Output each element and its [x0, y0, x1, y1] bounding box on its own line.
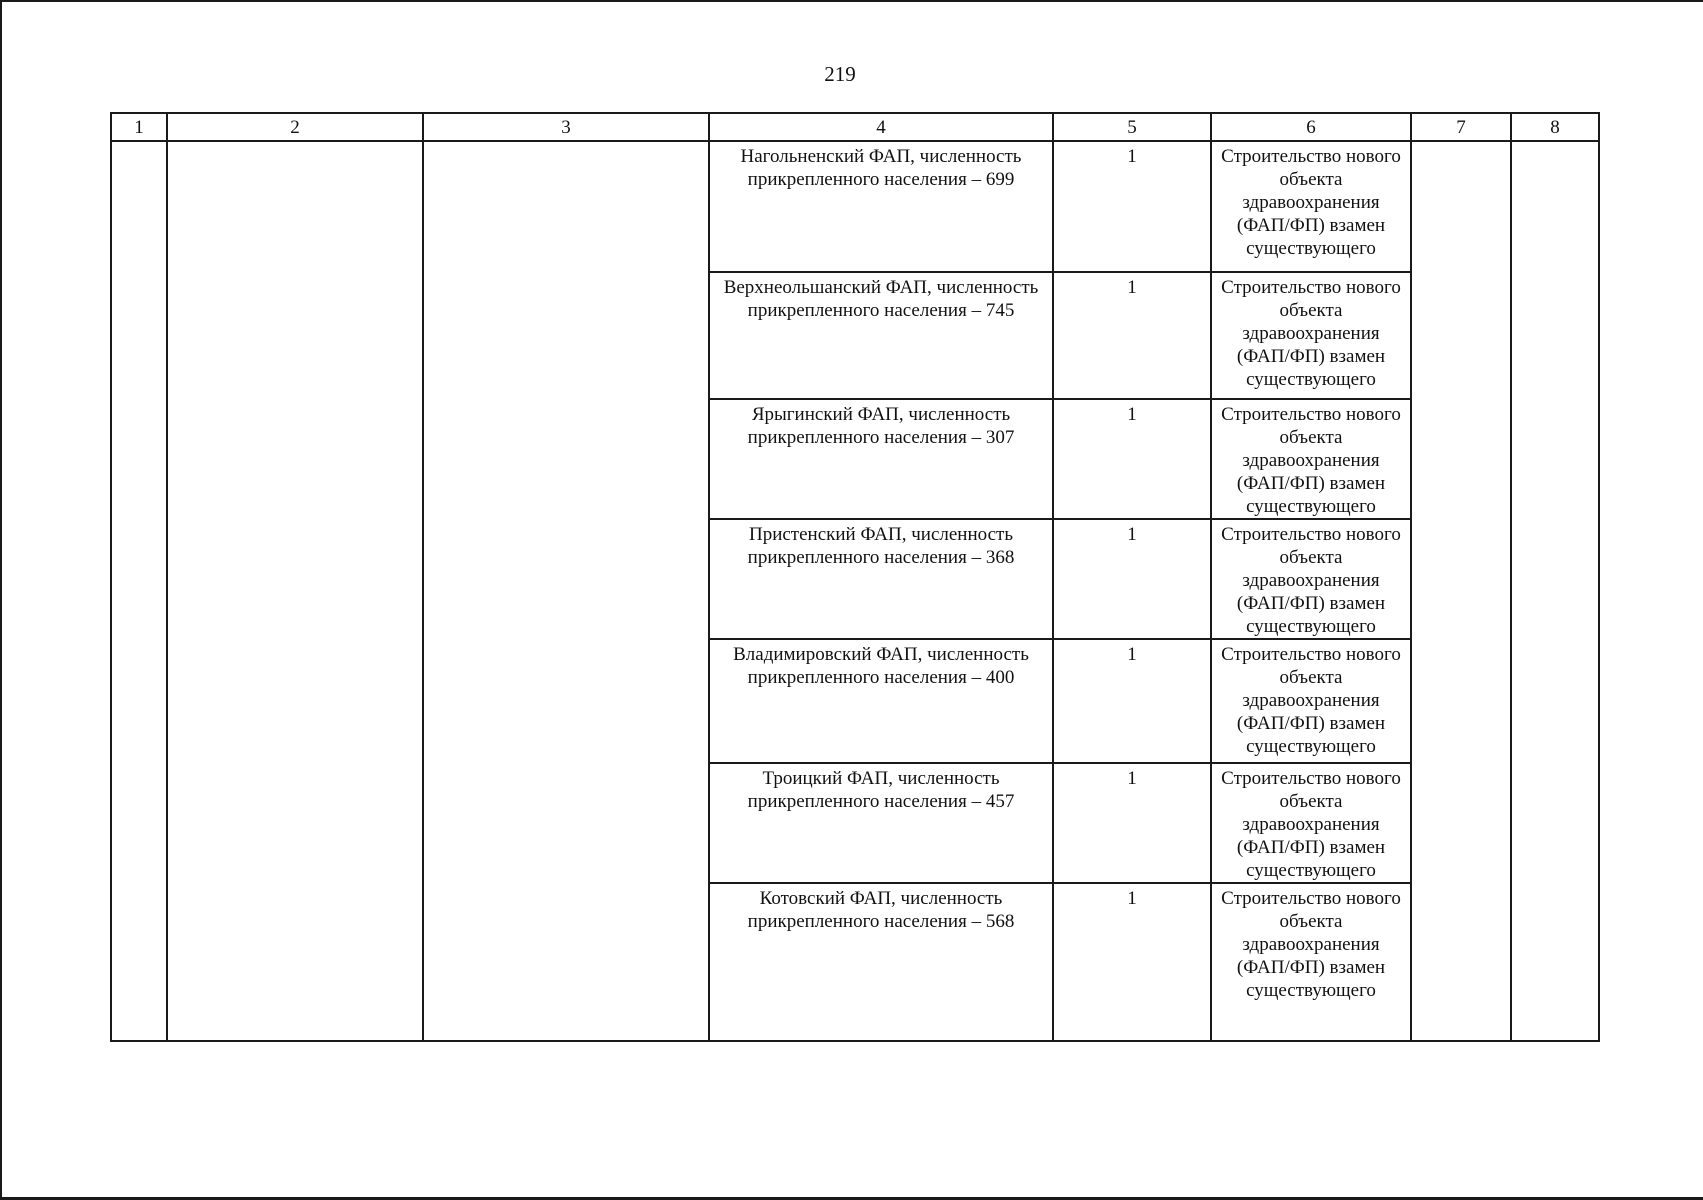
facility-quantity: 1: [1053, 883, 1211, 1041]
facility-action: Строительство нового объекта здравоохранения (ФАП/ФП) взамен существующего: [1211, 639, 1411, 763]
facility-quantity: 1: [1053, 141, 1211, 272]
facility-action: Строительство нового объекта здравоохранения (ФАП/ФП) взамен существующего: [1211, 519, 1411, 639]
page-border-left: [0, 0, 2, 1200]
column-header-8: 8: [1511, 113, 1599, 141]
column-header-7: 7: [1411, 113, 1511, 141]
column-header-3: 3: [423, 113, 709, 141]
column-header-6: 6: [1211, 113, 1411, 141]
table-body: [111, 141, 1599, 1041]
facility-name: Пристенский ФАП, численность прикрепленного населения – 368: [709, 519, 1053, 639]
column-header-2: 2: [167, 113, 423, 141]
cell-col-1-blank: [111, 141, 167, 1041]
column-header-1: 1: [111, 113, 167, 141]
facility-name: Владимировский ФАП, численность прикрепленного населения – 400: [709, 639, 1053, 763]
table-row: [111, 141, 1599, 272]
facility-action: Строительство нового объекта здравоохранения (ФАП/ФП) взамен существующего: [1211, 763, 1411, 883]
page-border-top: [0, 0, 1703, 2]
facility-quantity: 1: [1053, 272, 1211, 399]
facility-quantity: 1: [1053, 399, 1211, 519]
facility-name: Котовский ФАП, численность прикрепленного населения – 568: [709, 883, 1053, 1041]
facility-quantity: 1: [1053, 763, 1211, 883]
page-number: 219: [824, 62, 856, 86]
facility-action: Строительство нового объекта здравоохранения (ФАП/ФП) взамен существующего: [1211, 272, 1411, 399]
facility-name: Ярыгинский ФАП, численность прикрепленного населения – 307: [709, 399, 1053, 519]
facility-quantity: 1: [1053, 639, 1211, 763]
facility-action: Строительство нового объекта здравоохранения (ФАП/ФП) взамен существующего: [1211, 141, 1411, 272]
facility-action: Строительство нового объекта здравоохранения (ФАП/ФП) взамен существующего: [1211, 399, 1411, 519]
cell-col-8-blank: [1511, 141, 1599, 1041]
column-header-5: 5: [1053, 113, 1211, 141]
cell-col-7-blank: [1411, 141, 1511, 1041]
facility-name: Верхнеольшанский ФАП, численность прикрепленного населения – 745: [709, 272, 1053, 399]
facility-quantity: 1: [1053, 519, 1211, 639]
facility-name: Троицкий ФАП, численность прикрепленного населения – 457: [709, 763, 1053, 883]
column-header-4: 4: [709, 113, 1053, 141]
facility-action: Строительство нового объекта здравоохранения (ФАП/ФП) взамен существующего: [1211, 883, 1411, 1041]
cell-col-3-blank: [423, 141, 709, 1041]
facilities-table: [110, 112, 1600, 1042]
table-header: [111, 113, 1599, 141]
facility-name: Нагольненский ФАП, численность прикрепленного населения – 699: [709, 141, 1053, 272]
cell-col-2-blank: [167, 141, 423, 1041]
header-row: [111, 113, 1599, 141]
